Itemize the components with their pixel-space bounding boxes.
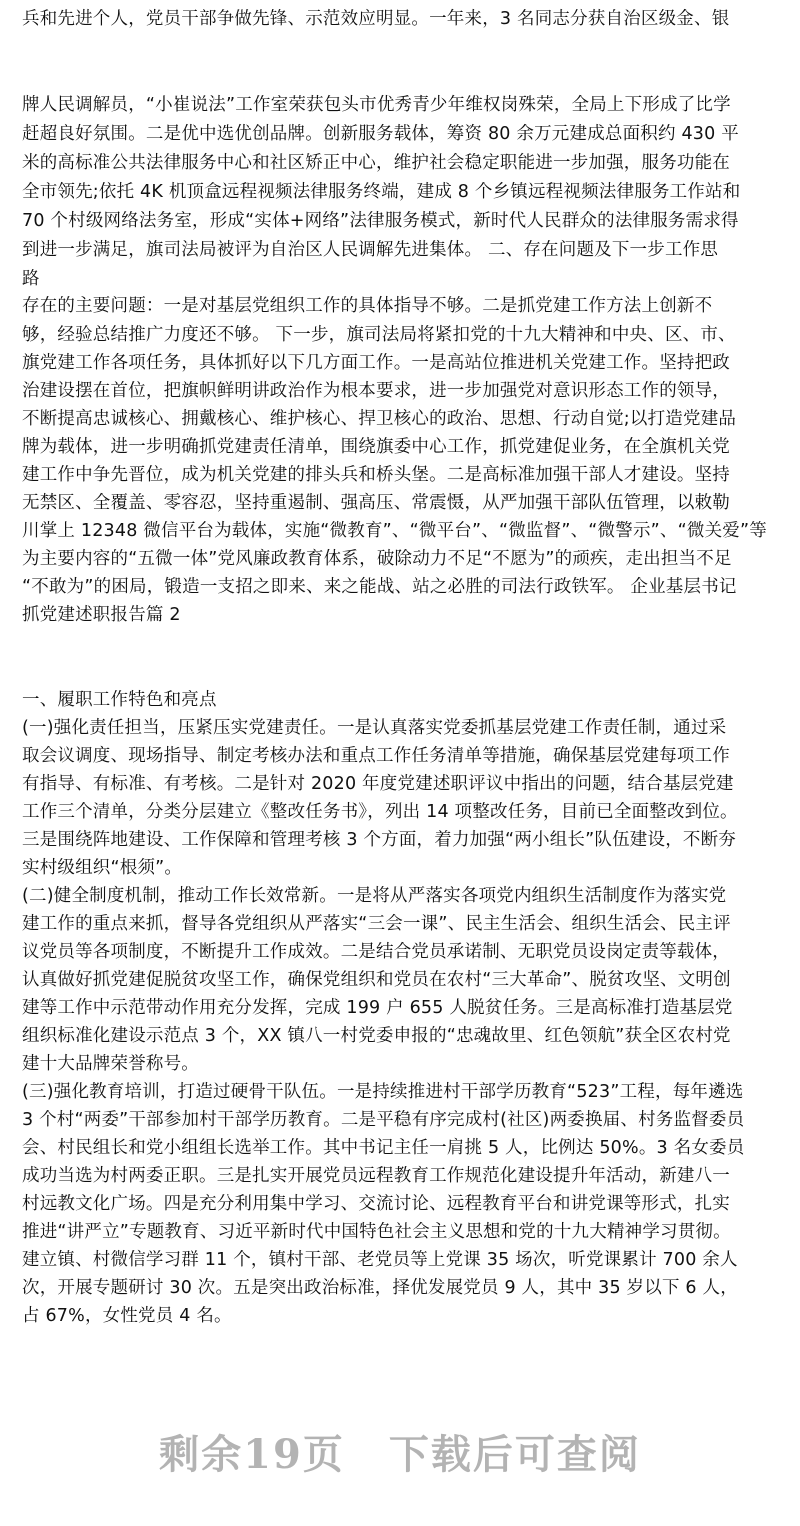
text-line: 无禁区、全覆盖、零容忍，坚持重遏制、强高压、常震慑，从严加强干部队伍管理，以敕勒 [22, 493, 730, 513]
text-line: 村远教文化广场。四是充分利用集中学习、交流讨论、远程教育平台和讲党课等形式，扎实 [22, 1194, 730, 1214]
text-line: 建立镇、村微信学习群 11 个，镇村干部、老党员等上党课 35 场次，听党课累计 700 余人 [22, 1250, 738, 1270]
text-line: 推进“讲严立”专题教育、习近平新时代中国特色社会主义思想和党的十九大精神学习贯彻。 [22, 1222, 731, 1242]
text-line: 旗党建工作各项任务，具体抓好以下几方面工作。一是高站位推进机关党建工作。坚持把政 [22, 353, 730, 373]
text-line: 建十大品牌荣誉称号。 [22, 1054, 199, 1074]
text-line: 存在的主要问题：一是对基层党组织工作的具体指导不够。二是抓党建工作方法上创新不 [22, 296, 713, 316]
text-line: 70 个村级网络法务室，形成“实体+网络”法律服务模式，新时代人民群众的法律服务需求得 [22, 211, 739, 231]
text-line: 建等工作中示范带动作用充分发挥，完成 199 户 655 人脱贫任务。三是高标准打造基层党 [22, 998, 733, 1018]
text-line: 牌为载体，进一步明确抓党建责任清单，围绕旗委中心工作，抓党建促业务，在全旗机关党 [22, 437, 730, 457]
text-line: (一)强化责任担当，压紧压实党建责任。一是认真落实党委抓基层党建工作责任制，通过采 [22, 718, 727, 738]
text-line: 认真做好抓党建促脱贫攻坚工作，确保党组织和党员在农村“三大革命”、脱贫攻坚、文明创 [22, 970, 731, 990]
text-line: (二)健全制度机制，推动工作长效常新。一是将从严落实各项党内组织生活制度作为落实党 [22, 886, 727, 906]
text-line: 建工作中争先晋位，成为机关党建的排头兵和桥头堡。二是高标准加强干部人才建设。坚持 [22, 465, 730, 485]
text-line: 工作三个清单，分类分层建立《整改任务书》，列出 14 项整改任务，目前已全面整改到位。 [22, 802, 738, 822]
text-line: 治建设摆在首位，把旗帜鲜明讲政治作为根本要求，进一步加强党对意识形态工作的领导， [22, 381, 730, 401]
text-line: 三是围绕阵地建设、工作保障和管理考核 3 个方面，着力加强“两小组长”队伍建设，不断夯 [22, 830, 736, 850]
text-line: 够，经验总结推广力度还不够。 下一步，旗司法局将紧扣党的十九大精神和中央、区、市、 [22, 325, 736, 345]
download-footer-text[interactable] [0, 1423, 800, 1480]
text-line: 成功当选为村两委正职。三是扎实开展党员远程教育工作规范化建设提升年活动，新建八一 [22, 1166, 730, 1186]
section-heading: 一、履职工作特色和亮点 [22, 690, 217, 710]
text-line: 有指导、有标准、有考核。二是针对 2020 年度党建述职评议中指出的问题，结合基层党建 [22, 774, 734, 794]
text-line: 组织标准化建设示范点 3 个，XX 镇八一村党委申报的“忠魂故里、红色领航”获全区农村党 [22, 1026, 731, 1046]
text-line: 到进一步满足，旗司法局被评为自治区人民调解先进集体。 二、存在问题及下一步工作思 [22, 240, 719, 260]
text-line: 路 [22, 269, 40, 289]
text-line: 赶超良好氛围。二是优中选优创品牌。创新服务载体，筹资 80 余万元建成总面积约 430 平 [22, 124, 739, 144]
text-line: 兵和先进个人，党员干部争做先锋、示范效应明显。一年来，3 名同志分获自治区级金、银 [22, 9, 730, 29]
text-line: 米的高标准公共法律服务中心和社区矫正中心，维护社会稳定职能进一步加强，服务功能在 [22, 153, 730, 173]
text-line [22, 1331, 782, 1357]
text-line: 次，开展专题研讨 30 次。五是突出政治标准，择优发展党员 9 人，其中 35 岁以下 6 人， [22, 1278, 738, 1298]
text-line: 3 个村“两委”干部参加村干部学历教育。二是平稳有序完成村(社区)两委换届、村务监督委员 [22, 1110, 745, 1130]
text-line: 会、村民组长和党小组组长选举工作。其中书记主任一肩挑 5 人，比例达 50%。3 名女委员 [22, 1138, 745, 1158]
text-line: (三)强化教育培训，打造过硬骨干队伍。一是持续推进村干部学历教育“523”工程，每年遴选 [22, 1082, 744, 1102]
text-line: 不断提高忠诚核心、拥戴核心、维护核心、捍卫核心的政治、思想、行动自觉;以打造党建品 [22, 409, 737, 429]
text-line: 抓党建述职报告篇 2 [22, 605, 181, 625]
text-line: 为主要内容的“五微一体”党风廉政教育体系，破除动力不足“不愿为”的顽疾，走出担当不足 [22, 549, 732, 569]
text-line: 牌人民调解员，“小崔说法”工作室荣获包头市优秀青少年维权岗殊荣，全局上下形成了比学 [22, 95, 731, 115]
text-line: “不敢为”的困局，锻造一支招之即来、来之能战、站之必胜的司法行政铁军。 企业基层书记 [22, 577, 737, 597]
text-line: 川掌上 12348 微信平台为载体，实施“微教育”、“微平台”、“微监督”、“微警示”、“微关爱”等 [22, 521, 767, 541]
download-prompt-label: 下载后可查阅 [388, 1431, 641, 1478]
text-line: 占 67%，女性党员 4 名。 [22, 1306, 232, 1326]
text-line: 取会议调度、现场指导、制定考核办法和重点工作任务清单等措施，确保基层党建每项工作 [22, 746, 730, 766]
text-line: 议党员等各项制度，不断提升工作成效。二是结合党员承诺制、无职党员设岗定责等载体， [22, 942, 730, 962]
text-line: 建工作的重点来抓，督导各党组织从严落实“三会一课”、民主生活会、组织生活会、民主评 [22, 914, 731, 934]
remaining-pages-label: 剩余19页 [159, 1431, 345, 1478]
text-line: 全市领先;依托 4K 机顶盒远程视频法律服务终端，建成 8 个乡镇远程视频法律服务工作站和 [22, 182, 741, 202]
text-line: 实村级组织“根须”。 [22, 858, 183, 878]
